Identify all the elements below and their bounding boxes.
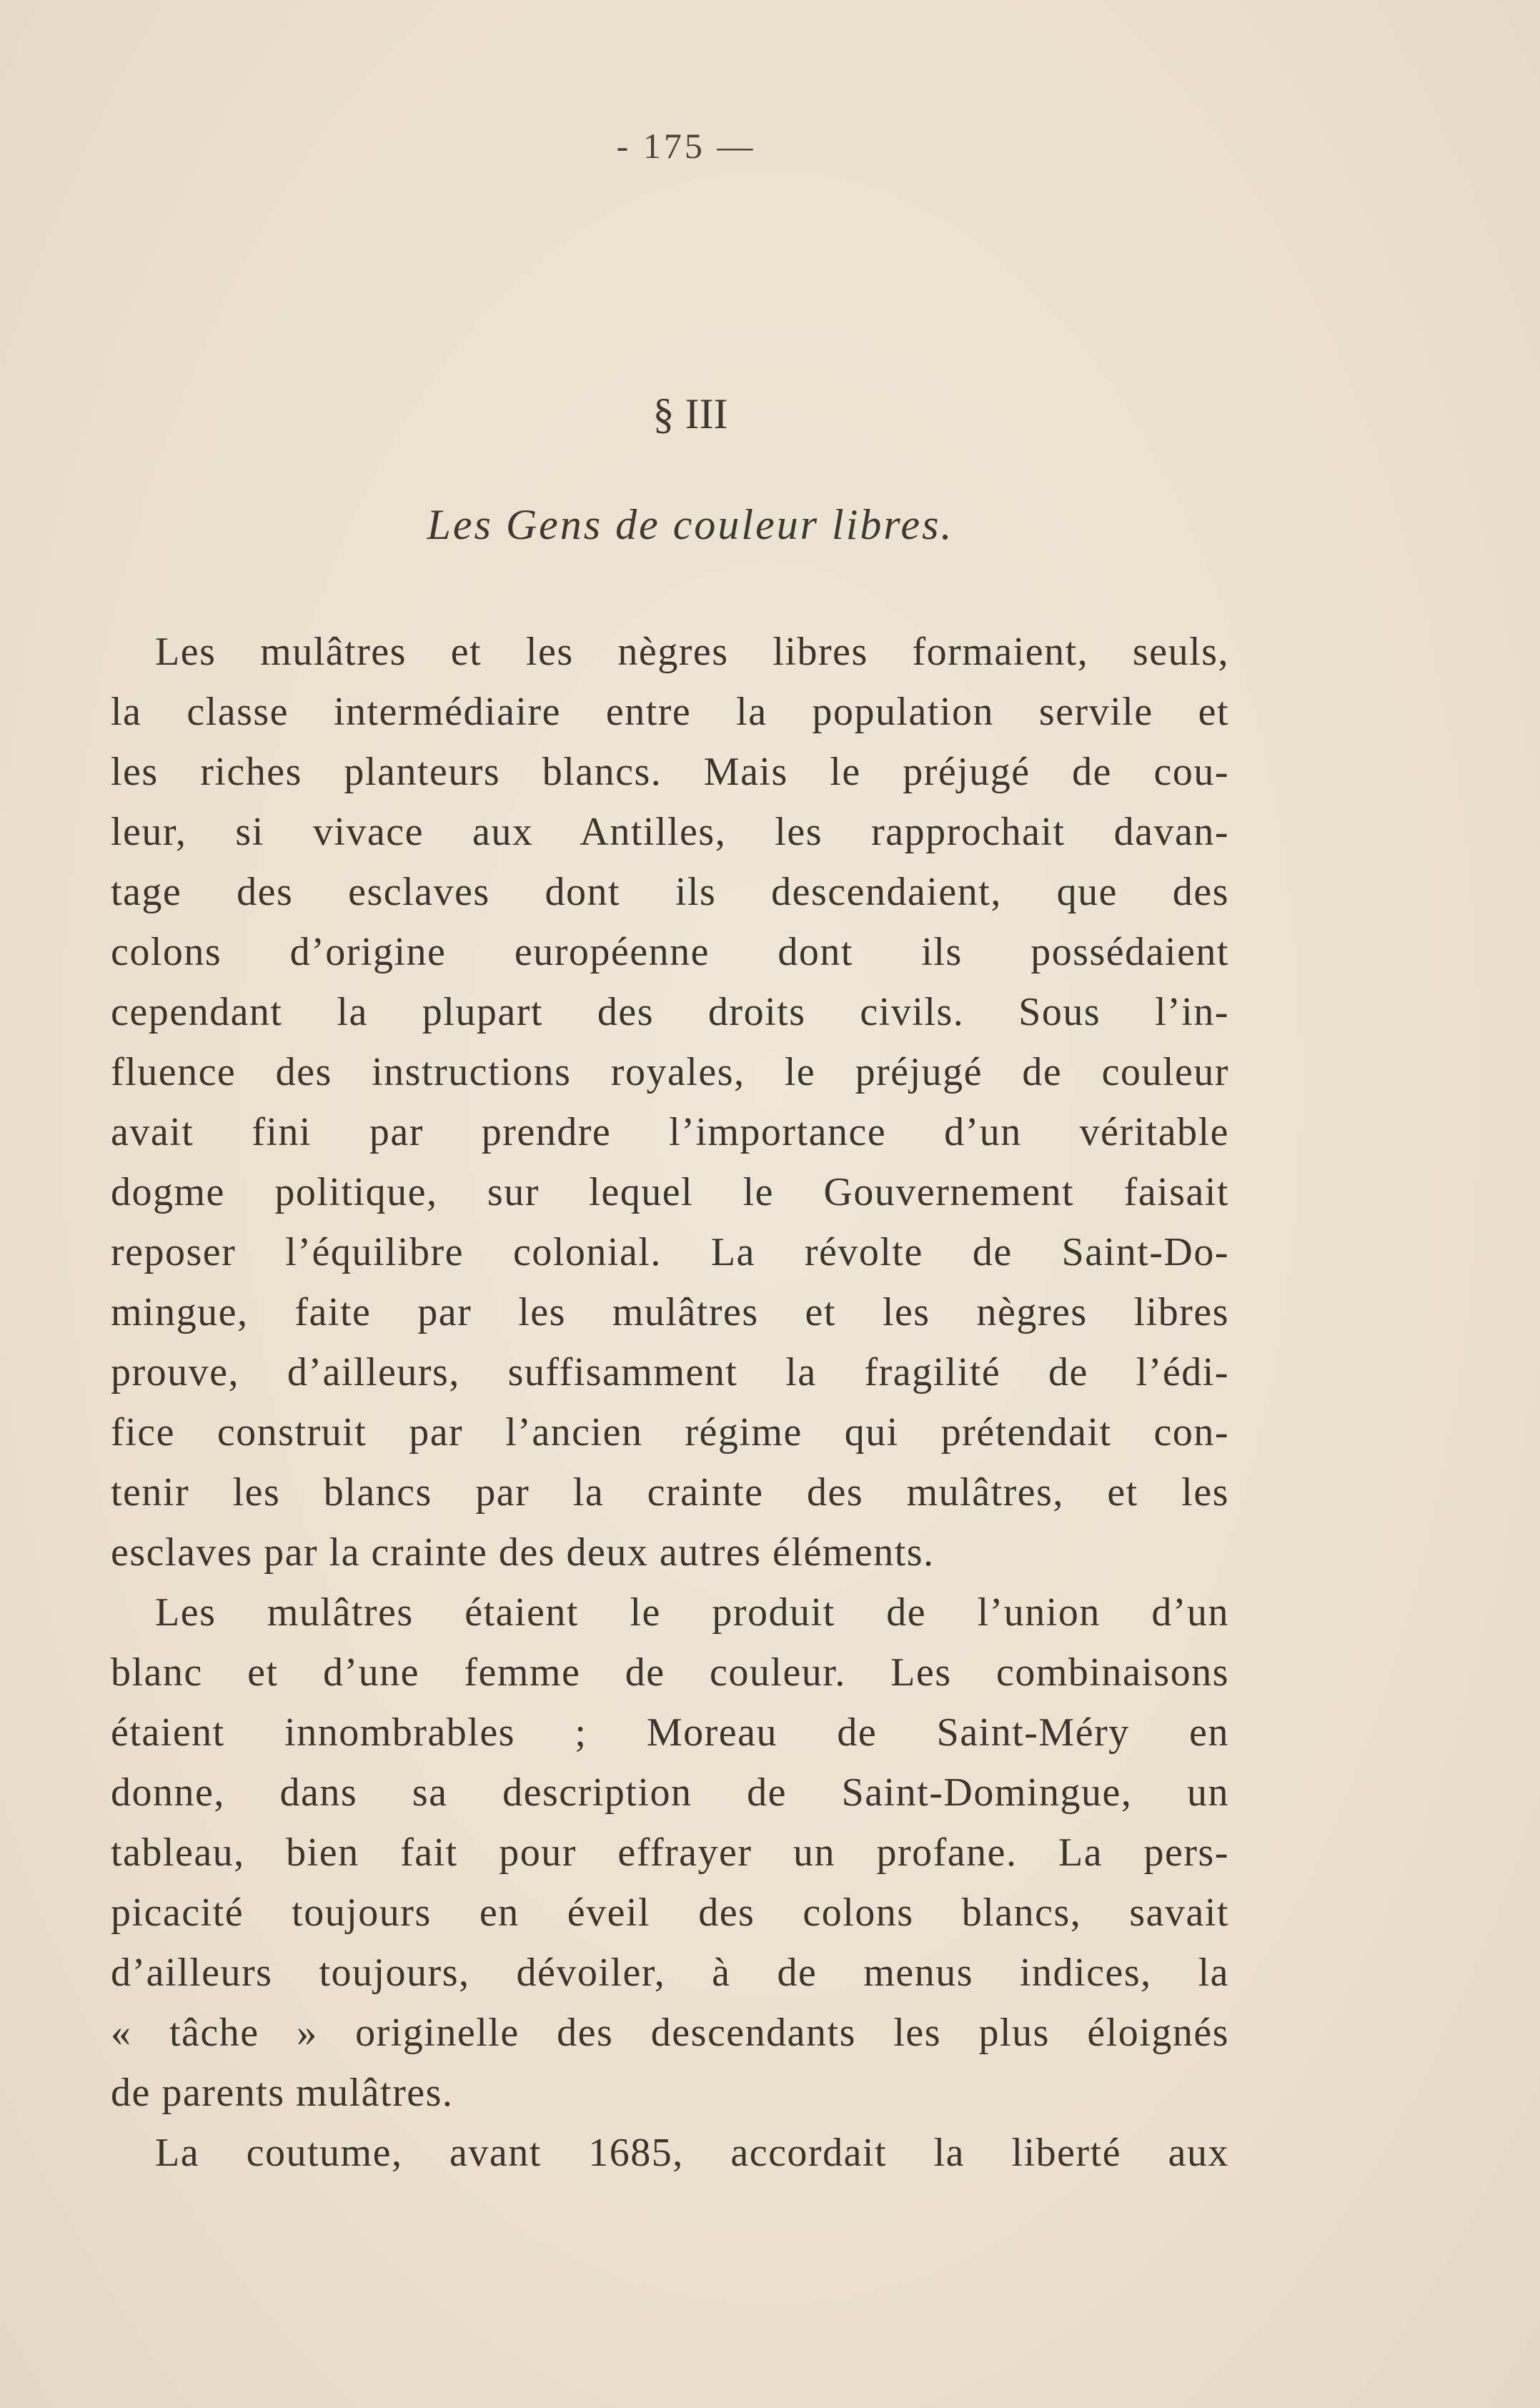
text-line: tableau, bien fait pour effrayer un profane. La pers- (111, 1830, 1229, 1875)
text-line: tage des esclaves dont ils descendaient, que des (111, 870, 1229, 914)
text-line: blanc et d’une femme de couleur. Les combinaisons (111, 1650, 1229, 1695)
text-line: Les mulâtres étaient le produit de l’union d’un (155, 1590, 1229, 1635)
text-line: fluence des instructions royales, le préjugé de couleur (111, 1050, 1229, 1094)
text-line: fice construit par l’ancien régime qui prétendait con- (111, 1410, 1229, 1455)
text-line: colons d’origine européenne dont ils possédaient (111, 930, 1229, 974)
page-number: - 175 — (616, 126, 756, 166)
text-line: cependant la plupart des droits civils. Sous l’in- (111, 990, 1229, 1034)
text-line: mingue, faite par les mulâtres et les nègres libres (111, 1290, 1229, 1334)
section-heading: § III (652, 390, 728, 437)
text-line: picacité toujours en éveil des colons blancs, savait (111, 1891, 1229, 1935)
text-line: reposer l’équilibre colonial. La révolte de Saint-Do- (111, 1230, 1229, 1274)
text-line: La coutume, avant 1685, accordait la liberté aux (155, 2131, 1229, 2175)
text-line: dogme politique, sur lequel le Gouvernement faisait (111, 1170, 1229, 1214)
text-line: de parents mulâtres. (111, 2071, 454, 2115)
text-line: avait fini par prendre l’importance d’un véritable (111, 1110, 1229, 1154)
text-line: les riches planteurs blancs. Mais le préjugé de cou- (111, 750, 1229, 794)
text-line: prouve, d’ailleurs, suffisamment la fragilité de l’édi- (111, 1350, 1229, 1394)
text-line: donne, dans sa description de Saint-Domingue, un (111, 1770, 1229, 1815)
text-line: « tâche » originelle des descendants les plus éloignés (111, 2011, 1229, 2055)
text-line: la classe intermédiaire entre la population servile et (111, 690, 1229, 734)
text-line: esclaves par la crainte des deux autres éléments. (111, 1530, 935, 1575)
section-title: Les Gens de couleur libres. (427, 501, 954, 548)
text-line: leur, si vivace aux Antilles, les rapprochait davan- (111, 810, 1229, 854)
body-text (111, 622, 1229, 2183)
text-line: tenir les blancs par la crainte des mulâtres, et les (111, 1470, 1229, 1515)
text-line: étaient innombrables ; Moreau de Saint-Méry en (111, 1710, 1229, 1755)
text-line: Les mulâtres et les nègres libres formaient, seuls, (155, 630, 1229, 674)
text-line: d’ailleurs toujours, dévoiler, à de menus indices, la (111, 1951, 1229, 1995)
